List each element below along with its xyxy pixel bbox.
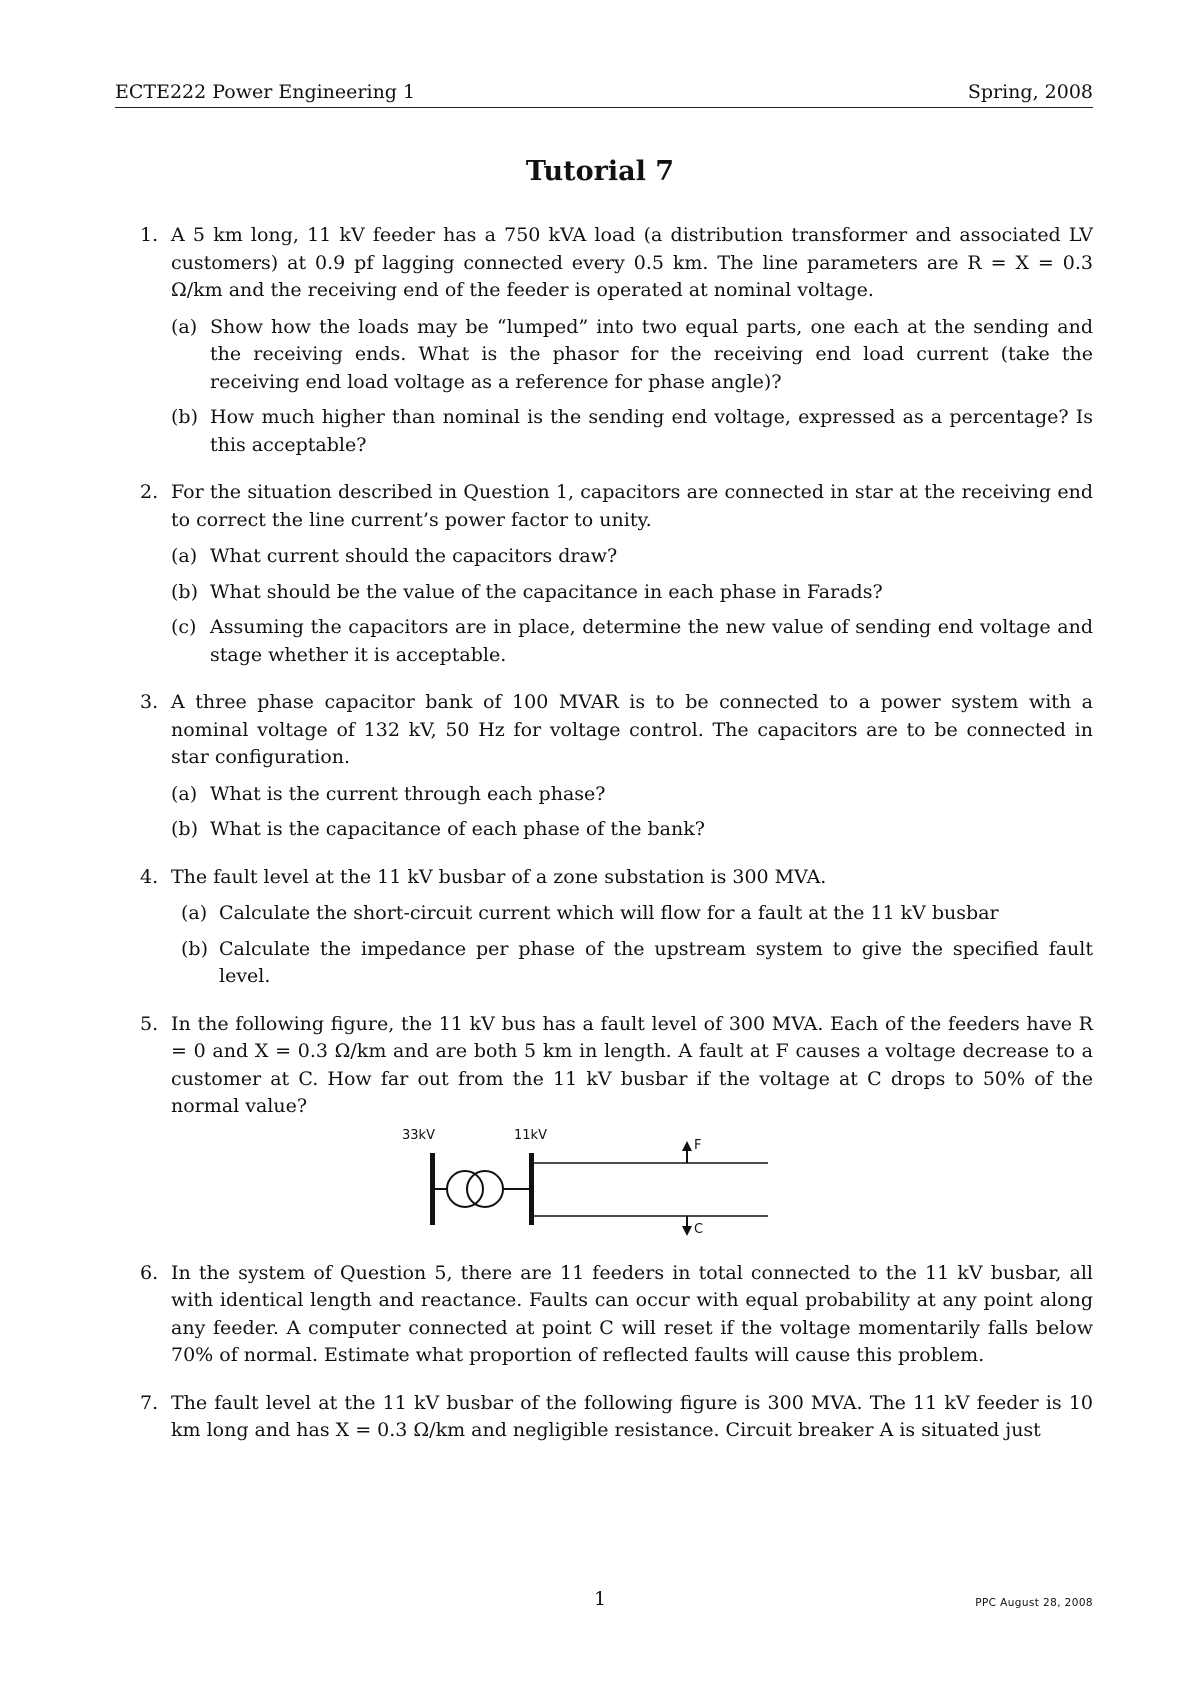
subquestion-list [171,543,1093,669]
subquestion-1a [171,314,1093,397]
subquestion-text: What is the current through each phase? [210,782,606,805]
fault-point-label: F [694,1137,702,1153]
question-text: The fault level at the 11 kV busbar of a zone substation is 300 MVA. [171,865,827,888]
subquestion-label: (a) [171,545,198,567]
question-list [140,222,1093,1445]
subquestion-text: Calculate the impedance per phase of the upstream system to give the specified fault level. [219,937,1093,987]
question-text: For the situation described in Question 1, capacitors are connected in star at the receiving end to correct the line current’s power factor to unity. [171,481,1093,531]
revision-stamp: PPC August 28, 2008 [975,1597,1093,1609]
lv-busbar [529,1153,534,1225]
question-5 [140,1011,1093,1240]
question-text: In the system of Question 5, there are 11 feeders in total connected to the 11 kV busbar, all with identical length and reactance. Faults can occur with equal probability at any point along any feeder. A computer connected at point C will reset if the voltage momentarily falls below 70% of normal. Estimate what proportion of reflected faults will cause this problem. [171,1261,1093,1366]
question-1 [140,222,1093,459]
hv-bus-label: 33kV [402,1127,435,1143]
subquestion-text: Show how the loads may be “lumped” into two equal parts, one each at the sending and the receiving ends. What is the phasor for the receiving end load current (take the receiving end load voltage as a reference for phase angle)? [210,315,1093,393]
subquestion-label: (b) [171,818,198,840]
lv-bus-label: 11kV [514,1127,547,1143]
subquestion-2c [171,614,1093,669]
question-3 [140,689,1093,844]
page-number: 1 [593,1588,607,1610]
feeder-diagram [402,1125,802,1240]
customer-point-label: C [694,1221,704,1237]
subquestion-2b [171,579,1093,607]
term: Spring, 2008 [967,81,1093,103]
fault-arrow-icon [682,1141,692,1151]
subquestion-3b [171,816,1093,844]
subquestion-text: What is the capacitance of each phase of the bank? [210,818,705,840]
subquestion-text: What should be the value of the capacitance in each phase in Farads? [210,580,883,603]
subquestion-text: Assuming the capacitors are in place, determine the new value of sending end voltage and stage whether it is acceptable. [210,616,1093,666]
question-text: A 5 km long, 11 kV feeder has a 750 kVA load (a distribution transformer and associated LV customers) at 0.9 pf lagging connected every 0.5 km. The line parameters are R = X = 0.3 Ω/km and the receiving end of the feeder is operated at nominal voltage. [171,224,1093,301]
subquestion-list [171,781,1093,844]
subquestion-text: How much higher than nominal is the sending end voltage, expressed as a percentage? Is this acceptable? [210,406,1093,456]
question-2 [140,479,1093,669]
question-number: 4. [140,865,159,888]
course-title: ECTE222 Power Engineering 1 [115,81,416,103]
subquestion-label: (b) [181,937,208,960]
transformer-primary-winding [447,1171,483,1207]
hv-busbar [430,1153,435,1225]
question-number: 6. [140,1261,159,1284]
subquestion-4b [171,936,1093,991]
subquestion-list [171,900,1093,991]
question-6 [140,1260,1093,1370]
page-title: Tutorial 7 [525,156,675,187]
subquestion-2a [171,543,1093,571]
question-text: The fault level at the 11 kV busbar of the following figure is 300 MVA. The 11 kV feeder is 10 km long and has X = 0.3 Ω/km and negligible resistance. Circuit breaker A is situated just [171,1391,1093,1441]
question-text: A three phase capacitor bank of 100 MVAR is to be connected to a power system with a nominal voltage of 132 kV, 50 Hz for voltage control. The capacitors are to be connected in star configuration. [171,691,1093,768]
question-number: 2. [140,481,159,503]
transformer-secondary-winding [467,1171,503,1207]
subquestion-label: (a) [171,315,198,338]
subquestion-text: Calculate the short-circuit current which will flow for a fault at the 11 kV busbar [219,902,999,924]
subquestion-label: (a) [171,782,198,805]
subquestion-text: What current should the capacitors draw? [210,545,618,567]
subquestion-list [171,314,1093,460]
subquestion-1b [171,404,1093,459]
subquestion-label: (b) [171,580,198,603]
question-number: 7. [140,1391,159,1414]
question-number: 5. [140,1012,159,1035]
subquestion-4a [171,900,1093,928]
question-4 [140,864,1093,991]
subquestion-label: (c) [171,616,197,638]
question-number: 1. [140,224,159,246]
question-number: 3. [140,691,159,713]
page-header [115,80,1093,108]
question-7 [140,1390,1093,1445]
question-text: In the following figure, the 11 kV bus has a fault level of 300 MVA. Each of the feeders have R = 0 and X = 0.3 Ω/km and are both 5 km in length. A fault at F causes a voltage decrease to a customer at C. How far out from the 11 kV busbar if the voltage at C drops to 50% of the normal value? [171,1012,1093,1117]
subquestion-label: (a) [181,902,208,924]
subquestion-3a [171,781,1093,809]
subquestion-label: (b) [171,406,198,428]
customer-load-arrow-icon [682,1226,692,1236]
